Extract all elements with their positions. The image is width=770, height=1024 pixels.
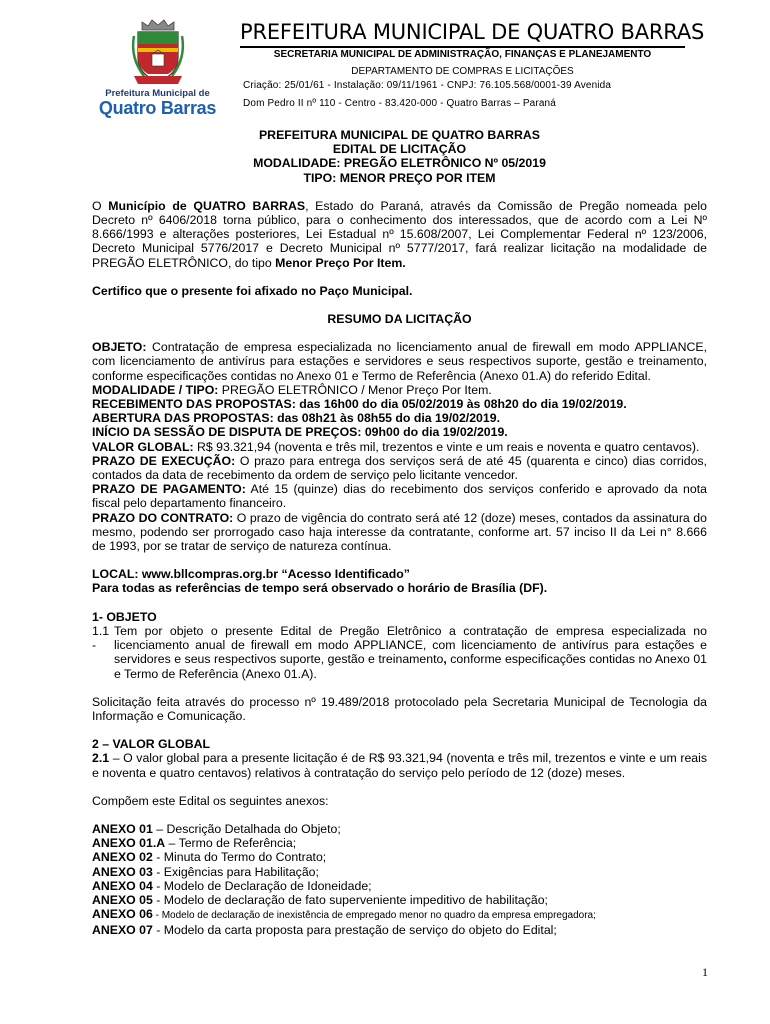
valor-text: R$ 93.321,94 (noventa e três mil, trezentos e vinte e um reais e noventa e quatro centavos). bbox=[193, 439, 700, 454]
anexo-desc: - Modelo de Declaração de Idoneidade; bbox=[152, 878, 372, 893]
section2-item-text: – O valor global para a presente licitação é de R$ 93.321,94 (noventa e três mil, trezentos e vinte e um reais e noventa e quatro centavos) relativos à contratação do serviço pelo período de 12 (doze) meses. bbox=[92, 751, 707, 780]
anexo-item bbox=[92, 907, 707, 923]
anexo-item bbox=[92, 893, 707, 907]
prazo-contrato-label: PRAZO DO CONTRATO: bbox=[92, 510, 234, 525]
anexo-label: ANEXO 02 bbox=[92, 850, 153, 865]
municipal-logo bbox=[90, 18, 225, 118]
logo-line2: Quatro Barras bbox=[98, 98, 217, 118]
resumo-recebimento: RECEBIMENTO DAS PROPOSTAS: das 16h00 do dia 05/02/2019 às 08h20 do dia 19/02/2019. bbox=[92, 397, 627, 412]
header-secretaria: SECRETARIA MUNICIPAL DE ADMINISTRAÇÃO, FINANÇAS E PLANEJAMENTO bbox=[273, 49, 652, 60]
resumo-objeto bbox=[92, 340, 707, 383]
letterhead bbox=[90, 18, 705, 118]
intro-municipio: Município de QUATRO BARRAS bbox=[108, 198, 306, 213]
header-divider bbox=[240, 46, 685, 48]
anexo-desc: - Minuta do Termo do Contrato; bbox=[152, 850, 327, 865]
anexo-label: ANEXO 01.A bbox=[92, 836, 166, 851]
resumo-valor bbox=[92, 440, 707, 454]
resumo-prazo-contrato bbox=[92, 511, 707, 554]
anexo-label: ANEXO 04 bbox=[92, 878, 153, 893]
section1-item-comma: , bbox=[443, 652, 447, 667]
certifico-statement: Certifico que o presente foi afixado no Paço Municipal. bbox=[92, 283, 413, 298]
section2-item-number: 2.1 bbox=[92, 751, 110, 766]
resumo-modalidade bbox=[92, 383, 707, 397]
section1-item bbox=[92, 624, 707, 681]
anexo-desc: - Exigências para Habilitação; bbox=[152, 864, 319, 879]
intro-text-a: O bbox=[92, 198, 109, 213]
header-title: PREFEITURA MUNICIPAL DE QUATRO BARRAS bbox=[240, 20, 705, 44]
modalidade-label: MODALIDADE / TIPO: bbox=[92, 382, 219, 397]
heading-line4: TIPO: MENOR PREÇO POR ITEM bbox=[303, 170, 496, 185]
anexos-intro: Compõem este Edital os seguintes anexos: bbox=[92, 793, 329, 808]
section1-item-text bbox=[114, 624, 707, 681]
resumo-prazo-pagamento bbox=[92, 482, 707, 510]
page-number: 1 bbox=[702, 965, 708, 979]
resumo-inicio: INÍCIO DA SESSÃO DE DISPUTA DE PREÇOS: 09h00 do dia 19/02/2019. bbox=[92, 425, 508, 440]
header-address-line1: Criação: 25/01/61 - Instalação: 09/11/1961 - CNPJ: 76.105.568/0001-39 Avenida bbox=[243, 80, 612, 91]
prazo-execucao-text: O prazo para entrega dos serviços será de até 45 (quarenta e cinco) dias corridos, contados da data de recebimento da ordem de serviço pelo licitante vencedor. bbox=[92, 453, 707, 483]
anexo-item bbox=[92, 865, 707, 879]
anexo-desc: - Modelo de declaração de inexistência de empregado menor no quadro da empresa empregadora; bbox=[152, 910, 596, 922]
resumo-abertura: ABERTURA DAS PROPOSTAS: das 08h21 às 08h55 do dia 19/02/2019. bbox=[92, 411, 500, 426]
prazo-pagamento-text: Até 15 (quinze) dias do recebimento dos serviços conferido e aprovado da nota fiscal pelo departamento financeiro. bbox=[92, 482, 707, 511]
local-line: LOCAL: www.bllcompras.org.br “Acesso Identificado” bbox=[92, 567, 410, 582]
prazo-pagamento-label: PRAZO DE PAGAMENTO: bbox=[92, 482, 246, 497]
anexo-label: ANEXO 06 bbox=[92, 907, 153, 922]
anexo-item bbox=[92, 923, 707, 937]
logo-line1: Prefeitura Municipal de bbox=[105, 88, 210, 99]
coat-of-arms-icon bbox=[130, 18, 186, 86]
anexo-label: ANEXO 05 bbox=[92, 892, 153, 907]
anexo-item bbox=[92, 822, 707, 836]
section1-item-text-b: conforme especificações contidas no Anexo 01 e Termo de Referência (Anexo 01.A). bbox=[114, 652, 708, 681]
objeto-label: OBJETO: bbox=[92, 340, 147, 355]
intro-tipo: Menor Preço Por Item. bbox=[275, 255, 406, 270]
anexo-label: ANEXO 07 bbox=[92, 923, 153, 938]
section1-item-text-a: Tem por objeto o presente Edital de Pregão Eletrônico a contratação de empresa especializada no licenciamento anual de firewall em modo APPLIANCE, com licenciamento de antivírus para estações e servidores e seus respectivos suporte, gestão e treinamento bbox=[114, 623, 707, 667]
anexo-item bbox=[92, 836, 707, 850]
anexo-label: ANEXO 01 bbox=[92, 821, 153, 836]
intro-text-b: , Estado do Paraná, através da Comissão de Pregão nomeada pelo Decreto nº 6406/2018 torna público, para o conhecimento dos interessados, que de acordo com a Lei Nº 8.666/1993 e alterações posteriores, Lei Estadual nº 15.608/2007, Lei Complementar Federal nº 123/2006, Decreto Municipal 5776/2017 e Decreto Municipal nº 5777/2017, fará realizar licitação na modalidade de PREGÃO ELETRÔNICO, do tipo bbox=[92, 198, 707, 270]
section2-item bbox=[92, 751, 707, 779]
header-address-line2: Dom Pedro II nº 110 - Centro - 83.420-000 - Quatro Barras – Paraná bbox=[243, 98, 556, 109]
prazo-execucao-label: PRAZO DE EXECUÇÃO: bbox=[92, 453, 236, 468]
header-departamento: DEPARTAMENTO DE COMPRAS E LICITAÇÕES bbox=[351, 66, 574, 77]
solicitacao-paragraph: Solicitação feita através do processo nº 19.489/2018 protocolado pela Secretaria Municipal de Tecnologia da Informação e Comunicação. bbox=[92, 694, 707, 723]
anexo-desc: – Termo de Referência; bbox=[165, 836, 297, 851]
heading-line2: EDITAL DE LICITAÇÃO bbox=[332, 142, 467, 157]
resumo-prazo-execucao bbox=[92, 454, 707, 482]
modalidade-text: PREGÃO ELETRÔNICO / Menor Preço Por Item. bbox=[218, 382, 492, 397]
document-body bbox=[92, 128, 707, 938]
anexo-desc: - Modelo da carta proposta para prestação de serviço do objeto do Edital; bbox=[152, 923, 557, 938]
horario-line: Para todas as referências de tempo será observado o horário de Brasília (DF). bbox=[92, 581, 548, 596]
anexo-item bbox=[92, 850, 707, 864]
anexo-desc: – Descrição Detalhada do Objeto; bbox=[152, 821, 341, 836]
anexo-desc: - Modelo de declaração de fato superveniente impeditivo de habilitação; bbox=[152, 892, 548, 907]
valor-label: VALOR GLOBAL: bbox=[92, 439, 194, 454]
section1-item-number: 1.1 - bbox=[92, 623, 110, 653]
prazo-contrato-text: O prazo de vigência do contrato será até 12 (doze) meses, contados da assinatura do mesmo, podendo ser prorrogado caso haja interesse da contratante, conforme art. 57 inciso II da Lei n° 8.666 de 1993, por se tratar de serviço de natureza contínua. bbox=[92, 510, 707, 554]
objeto-text: Contratação de empresa especializada no licenciamento anual de firewall em modo APPLIANCE, com licenciamento de antivírus para estações e servidores e seus respectivos suporte, gestão e treinamento, conforme especificações contidas no Anexo 01 e Termo de Referência (Anexo 01.A) do referido Edital. bbox=[92, 340, 707, 383]
anexo-label: ANEXO 03 bbox=[92, 864, 153, 879]
intro-paragraph bbox=[92, 199, 707, 270]
resumo-title: RESUMO DA LICITAÇÃO bbox=[327, 312, 472, 327]
section1-title: 1- OBJETO bbox=[92, 609, 157, 624]
heading-line3: MODALIDADE: PREGÃO ELETRÔNICO Nº 05/2019 bbox=[253, 156, 546, 171]
anexo-item bbox=[92, 879, 707, 893]
section2-title: 2 – VALOR GLOBAL bbox=[92, 737, 210, 752]
heading-line1: PREFEITURA MUNICIPAL DE QUATRO BARRAS bbox=[258, 128, 540, 142]
